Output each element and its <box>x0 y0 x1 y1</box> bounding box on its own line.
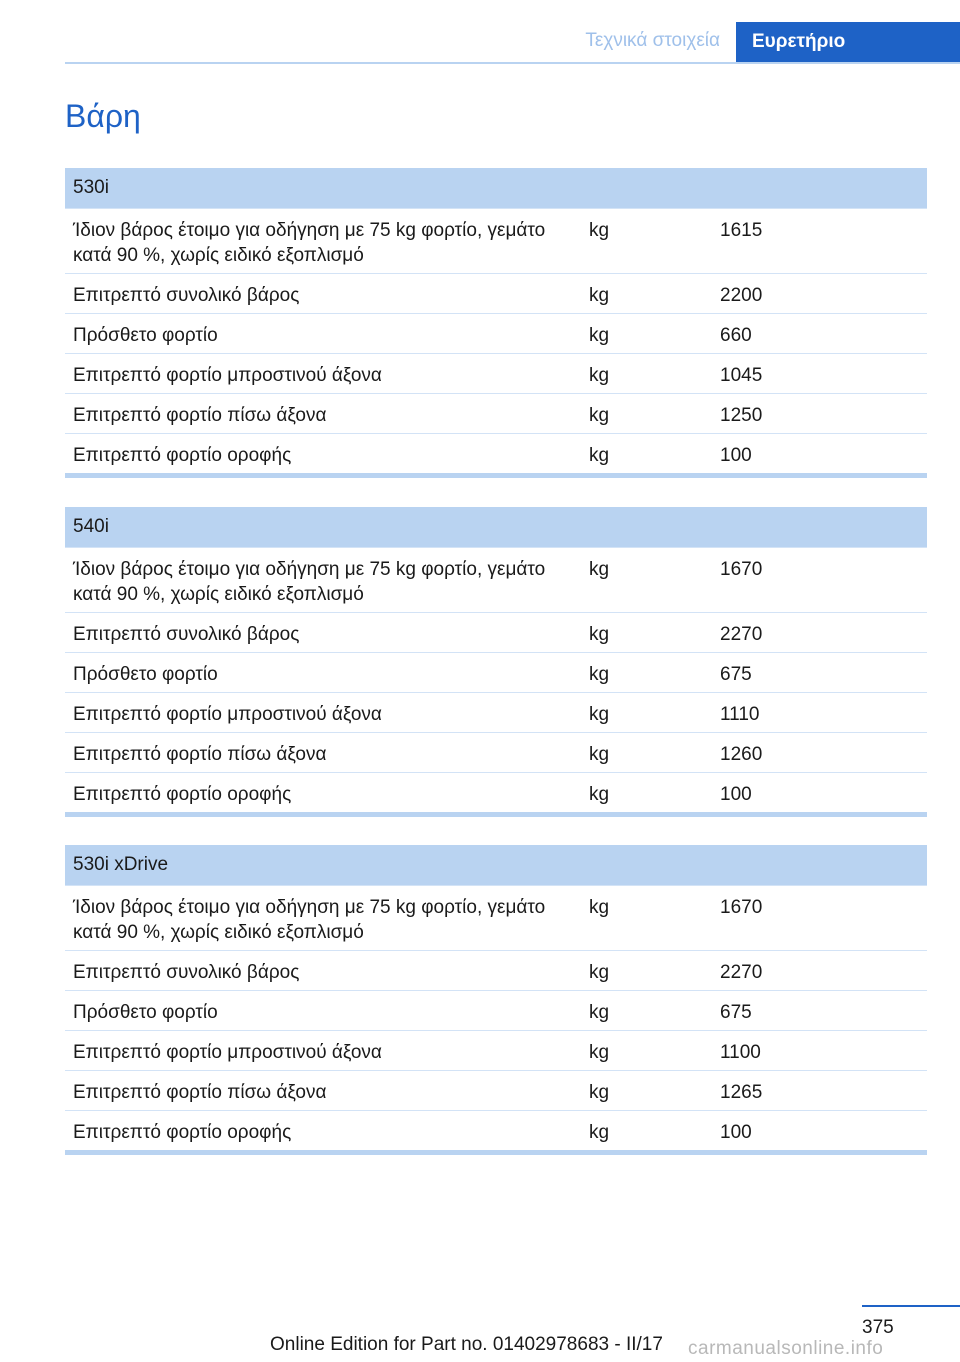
row-unit: kg <box>589 1122 610 1143</box>
row-label: Επιτρεπτό φορτίο πίσω άξονα <box>73 405 327 426</box>
row-unit: kg <box>589 962 610 983</box>
row-unit: kg <box>589 1042 610 1063</box>
row-unit: kg <box>589 559 610 580</box>
table-model-header: 540i <box>65 507 927 547</box>
row-label: Επιτρεπτό φορτίο πίσω άξονα <box>73 1082 327 1103</box>
row-value: 660 <box>720 325 752 346</box>
row-unit: kg <box>589 624 610 645</box>
tab-index[interactable]: Ευρετήριο <box>736 22 960 62</box>
row-value: 1615 <box>720 220 763 241</box>
row-label: Ίδιον βάρος έτοιμο για οδήγηση με 75 kg φορτίο, γεμάτο κατά 90 %, χωρίς ειδικό εξοπλισμό <box>73 897 546 943</box>
table-row <box>65 313 927 353</box>
row-value: 1110 <box>720 704 760 725</box>
row-value: 100 <box>720 784 752 805</box>
row-label: Πρόσθετο φορτίο <box>73 1002 218 1023</box>
row-value: 2270 <box>720 624 763 645</box>
row-label: Επιτρεπτό φορτίο μπροστινού άξονα <box>73 365 382 386</box>
row-value: 2270 <box>720 962 763 983</box>
edition-note: Online Edition for Part no. 01402978683 - II/17 <box>270 1334 663 1355</box>
page-header <box>65 22 960 64</box>
row-label: Πρόσθετο φορτίο <box>73 325 218 346</box>
row-unit: kg <box>589 365 610 386</box>
table-row <box>65 1110 927 1150</box>
row-unit: kg <box>589 744 610 765</box>
row-unit: kg <box>589 784 610 805</box>
row-value: 1670 <box>720 897 763 918</box>
table-row <box>65 393 927 433</box>
row-value: 675 <box>720 664 752 685</box>
table-row <box>65 1030 927 1070</box>
row-unit: kg <box>589 664 610 685</box>
weights-table-530i <box>65 168 927 478</box>
row-value: 100 <box>720 445 752 466</box>
row-value: 1045 <box>720 365 763 386</box>
row-unit: kg <box>589 445 610 466</box>
row-label: Επιτρεπτό φορτίο οροφής <box>73 784 292 805</box>
table-row <box>65 433 927 473</box>
row-label: Ίδιον βάρος έτοιμο για οδήγηση με 75 kg φορτίο, γεμάτο κατά 90 %, χωρίς ειδικό εξοπλισμό <box>73 559 546 605</box>
row-value: 100 <box>720 1122 752 1143</box>
row-value: 1250 <box>720 405 763 426</box>
row-label: Επιτρεπτό συνολικό βάρος <box>73 624 300 645</box>
row-value: 1670 <box>720 559 763 580</box>
row-label: Επιτρεπτό φορτίο μπροστινού άξονα <box>73 704 382 725</box>
table-row <box>65 208 927 273</box>
table-model-header: 530i <box>65 168 927 208</box>
table-row <box>65 547 927 612</box>
table-row <box>65 353 927 393</box>
page-title: Βάρη <box>65 98 141 134</box>
table-row <box>65 990 927 1030</box>
weights-table-530i-xdrive <box>65 845 927 1155</box>
table-model-header: 530i xDrive <box>65 845 927 885</box>
row-label: Επιτρεπτό φορτίο μπροστινού άξονα <box>73 1042 382 1063</box>
row-unit: kg <box>589 285 610 306</box>
row-value: 1265 <box>720 1082 763 1103</box>
watermark: carmanualsonline.info <box>688 1338 884 1359</box>
row-label: Επιτρεπτό συνολικό βάρος <box>73 962 300 983</box>
table-row <box>65 732 927 772</box>
table-row <box>65 612 927 652</box>
table-row <box>65 772 927 812</box>
row-label: Πρόσθετο φορτίο <box>73 664 218 685</box>
row-unit: kg <box>589 405 610 426</box>
row-label: Επιτρεπτό φορτίο οροφής <box>73 1122 292 1143</box>
row-unit: kg <box>589 1082 610 1103</box>
row-unit: kg <box>589 1002 610 1023</box>
table-row <box>65 652 927 692</box>
row-value: 675 <box>720 1002 752 1023</box>
row-label: Επιτρεπτό φορτίο πίσω άξονα <box>73 744 327 765</box>
table-row <box>65 1070 927 1110</box>
row-value: 2200 <box>720 285 763 306</box>
table-row <box>65 950 927 990</box>
table-row <box>65 885 927 950</box>
row-unit: kg <box>589 704 610 725</box>
row-unit: kg <box>589 325 610 346</box>
footer-rule <box>862 1305 960 1307</box>
table-row <box>65 273 927 313</box>
page-number: 375 <box>862 1317 894 1338</box>
table-row <box>65 692 927 732</box>
row-unit: kg <box>589 220 610 241</box>
row-unit: kg <box>589 897 610 918</box>
row-label: Επιτρεπτό φορτίο οροφής <box>73 445 292 466</box>
row-value: 1260 <box>720 744 763 765</box>
tab-technical-data[interactable]: Τεχνικά στοιχεία <box>585 30 720 51</box>
row-label: Ίδιον βάρος έτοιμο για οδήγηση με 75 kg φορτίο, γεμάτο κατά 90 %, χωρίς ειδικό εξοπλισμό <box>73 220 546 266</box>
row-label: Επιτρεπτό συνολικό βάρος <box>73 285 300 306</box>
weights-table-540i <box>65 507 927 817</box>
row-value: 1100 <box>720 1042 761 1063</box>
